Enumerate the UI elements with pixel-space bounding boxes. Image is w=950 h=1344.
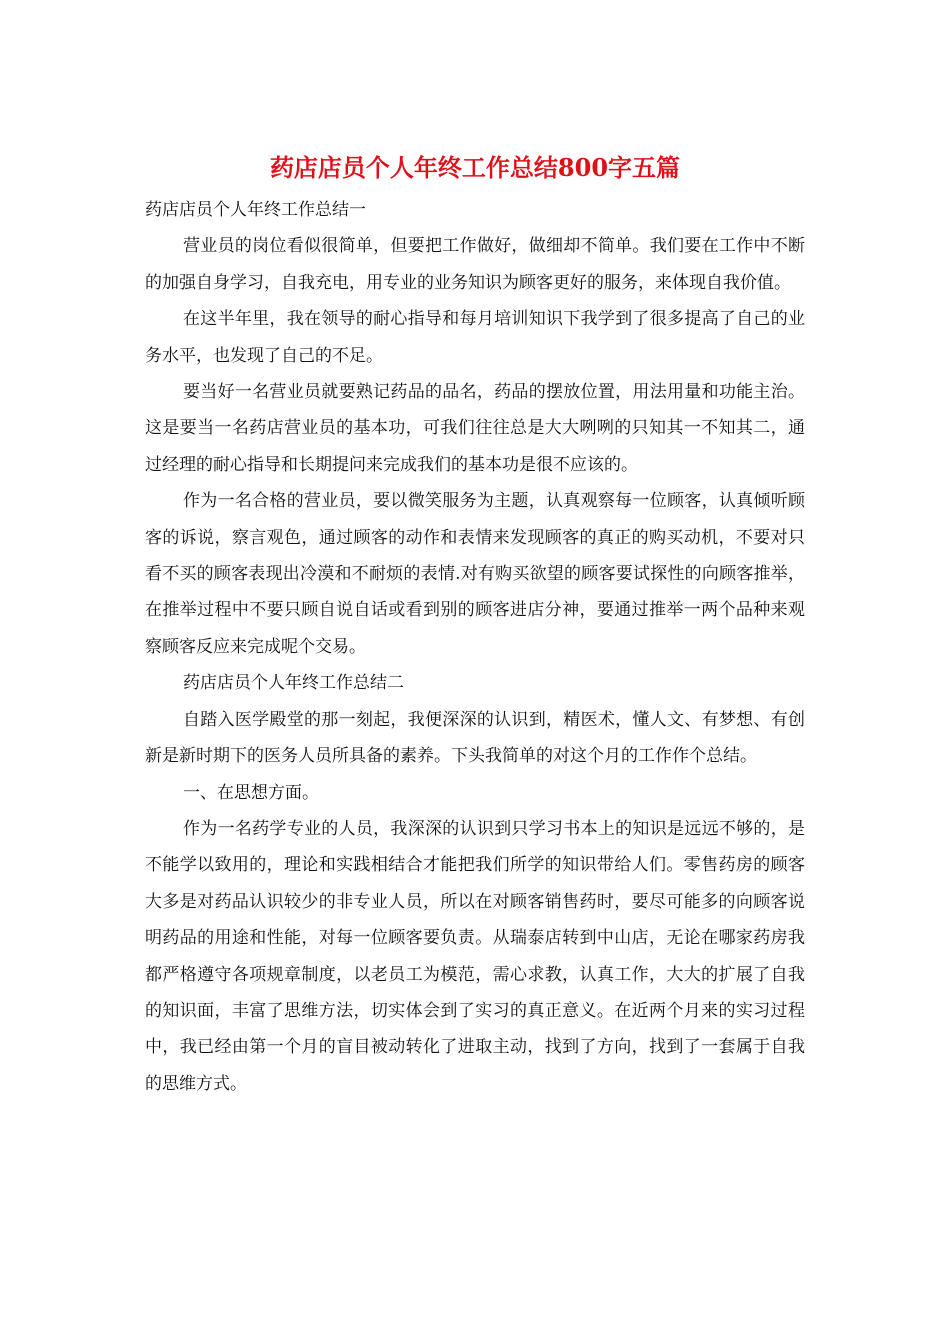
document-body [145,148,805,1102]
paragraph-5: 自踏入医学殿堂的那一刻起，我便深深的认识到，精医术，懂人文、有梦想、有创新是新时期下的医务人员所具备的素养。下头我简单的对这个月的工作作个总结。 [145,709,805,767]
paragraph-4: 作为一名合格的营业员，要以微笑服务为主题，认真观察每一位顾客，认真倾听顾客的诉说，察言观色，通过顾客的动作和表情来发现顾客的真正的购买动机，不要对只看不买的顾客表现出冷漠和不耐烦的表情.对有购买欲望的顾客要试探性的向顾客推举，在推举过程中不要只顾自说自话或看到别的顾客进店分神，要通过推举一两个品种来观察顾客反应来完成呢个交易。 [145,491,805,657]
section-heading-2: 药店店员个人年终工作总结二 [183,673,404,694]
paragraph-2: 在这半年里，我在领导的耐心指导和每月培训知识下我学到了很多提高了自己的业务水平，也发现了自己的不足。 [145,309,805,366]
paragraph-6: 作为一名药学专业的人员，我深深的认识到只学习书本上的知识是远远不够的，是不能学以致用的，理论和实践相结合才能把我们所学的知识带给人们。零售药房的顾客大多是对药品认识较少的非专业人员，所以在对顾客销售药时，要尽可能多的向顾客说明药品的用途和性能，对每一位顾客要负责。从瑞泰店转到中山店，无论在哪家药房我都严格遵守各项规章制度，以老员工为模范，需心求教，认真工作，大大的扩展了自我的知识面，丰富了思维方法，切实体会到了实习的真正意义。在近两个月来的实习过程中，我已经由第一个月的盲目被动转化了进取主动，找到了方向，找到了一套属于自我的思维方式。 [145,818,805,1094]
paragraph-3: 要当好一名营业员就要熟记药品的品名，药品的摆放位置，用法用量和功能主治。这是要当一名药店营业员的基本功，可我们往往总是大大咧咧的只知其一不知其二，通过经理的耐心指导和长期提问来完成我们的基本功是很不应该的。 [145,382,805,475]
subheading-thought: 一、在思想方面。 [183,782,319,803]
section-heading-1: 药店店员个人年终工作总结一 [145,200,366,220]
paragraph-1: 营业员的岗位看似很简单，但要把工作做好，做细却不简单。我们要在工作中不断的加强自身学习，自我充电，用专业的业务知识为顾客更好的服务，来体现自我价值。 [145,236,805,293]
document-title: 药店店员个人年终工作总结800字五篇 [269,153,681,182]
